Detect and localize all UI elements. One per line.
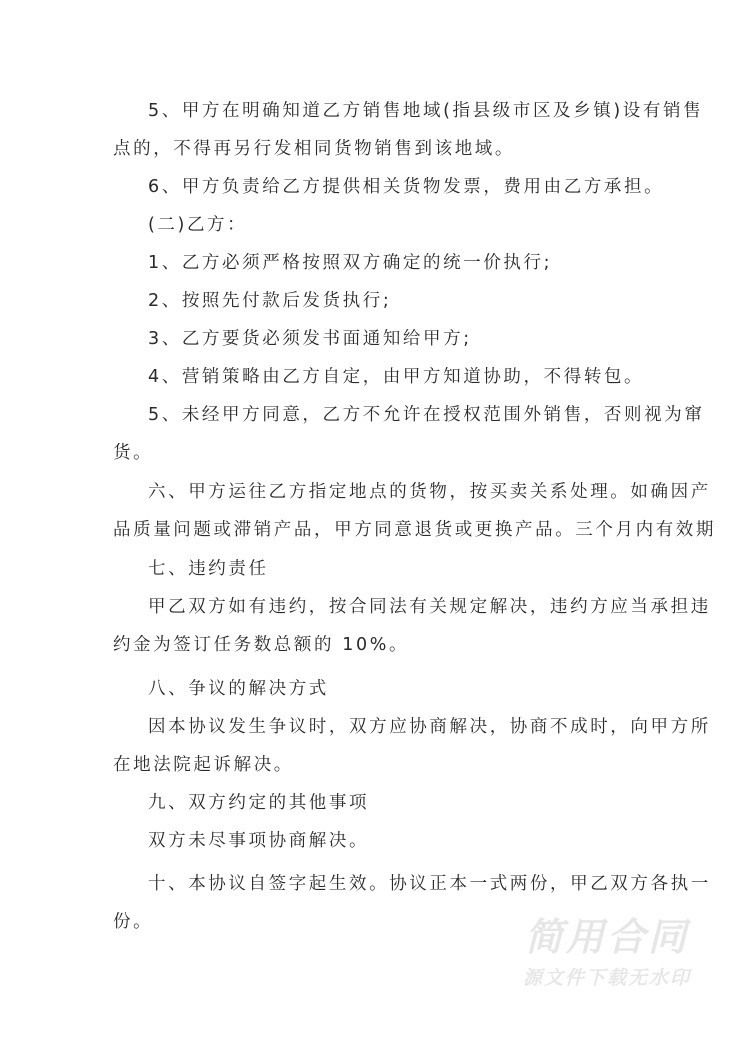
clause-ten-line1: 十、本协议自签字起生效。协议正本一式两份，甲乙双方各执一 bbox=[148, 874, 711, 894]
clause-six-line1: 六、甲方运往乙方指定地点的货物，按买卖关系处理。如确因产 bbox=[148, 482, 711, 502]
clause-eight-line1: 因本协议发生争议时，双方应协商解决，协商不成时，向甲方所 bbox=[148, 717, 711, 737]
clause-b5-line1: 5、未经甲方同意，乙方不允许在授权范围外销售，否则视为窜 bbox=[148, 405, 705, 425]
clause-b3: 3、乙方要货必须发书面通知给甲方; bbox=[148, 329, 472, 349]
clause-six-line2: 品质量问题或滞销产品，甲方同意退货或更换产品。三个月内有效期 bbox=[113, 520, 716, 540]
clause-b2: 2、按照先付款后发货执行; bbox=[148, 291, 392, 311]
section-seven-heading: 七、违约责任 bbox=[148, 559, 269, 579]
clause-seven-line2: 约金为签订任务数总额的 10%。 bbox=[113, 635, 410, 655]
clause-seven-line1: 甲乙双方如有违约，按合同法有关规定解决，违约方应当承担违 bbox=[148, 597, 711, 617]
section-eight-heading: 八、争议的解决方式 bbox=[148, 679, 329, 699]
section-nine-heading: 九、双方约定的其他事项 bbox=[148, 793, 370, 813]
clause-ten-line2: 份。 bbox=[113, 912, 154, 932]
clause-b5-line2: 货。 bbox=[113, 443, 154, 463]
clause-eight-line2: 在地法院起诉解决。 bbox=[113, 755, 294, 775]
clause-a6: 6、甲方负责给乙方提供相关货物发票，费用由乙方承担。 bbox=[148, 177, 665, 197]
watermark bbox=[512, 915, 702, 991]
watermark-subtitle: 源文件下载无水印 bbox=[522, 967, 691, 989]
clause-a5-line1: 5、甲方在明确知道乙方销售地域(指县级市区及乡镇)设有销售 bbox=[148, 101, 704, 121]
clause-b4: 4、营销策略由乙方自定，由甲方知道协助，不得转包。 bbox=[148, 367, 645, 387]
clause-b1: 1、乙方必须严格按照双方确定的统一价执行; bbox=[148, 253, 553, 273]
clause-a5-line2: 点的，不得再另行发相同货物销售到该地域。 bbox=[113, 139, 515, 159]
section-party-b-heading: (二)乙方： bbox=[148, 215, 248, 235]
watermark-title: 简用合同 bbox=[524, 915, 689, 959]
clause-nine: 双方未尽事项协商解决。 bbox=[148, 831, 370, 851]
